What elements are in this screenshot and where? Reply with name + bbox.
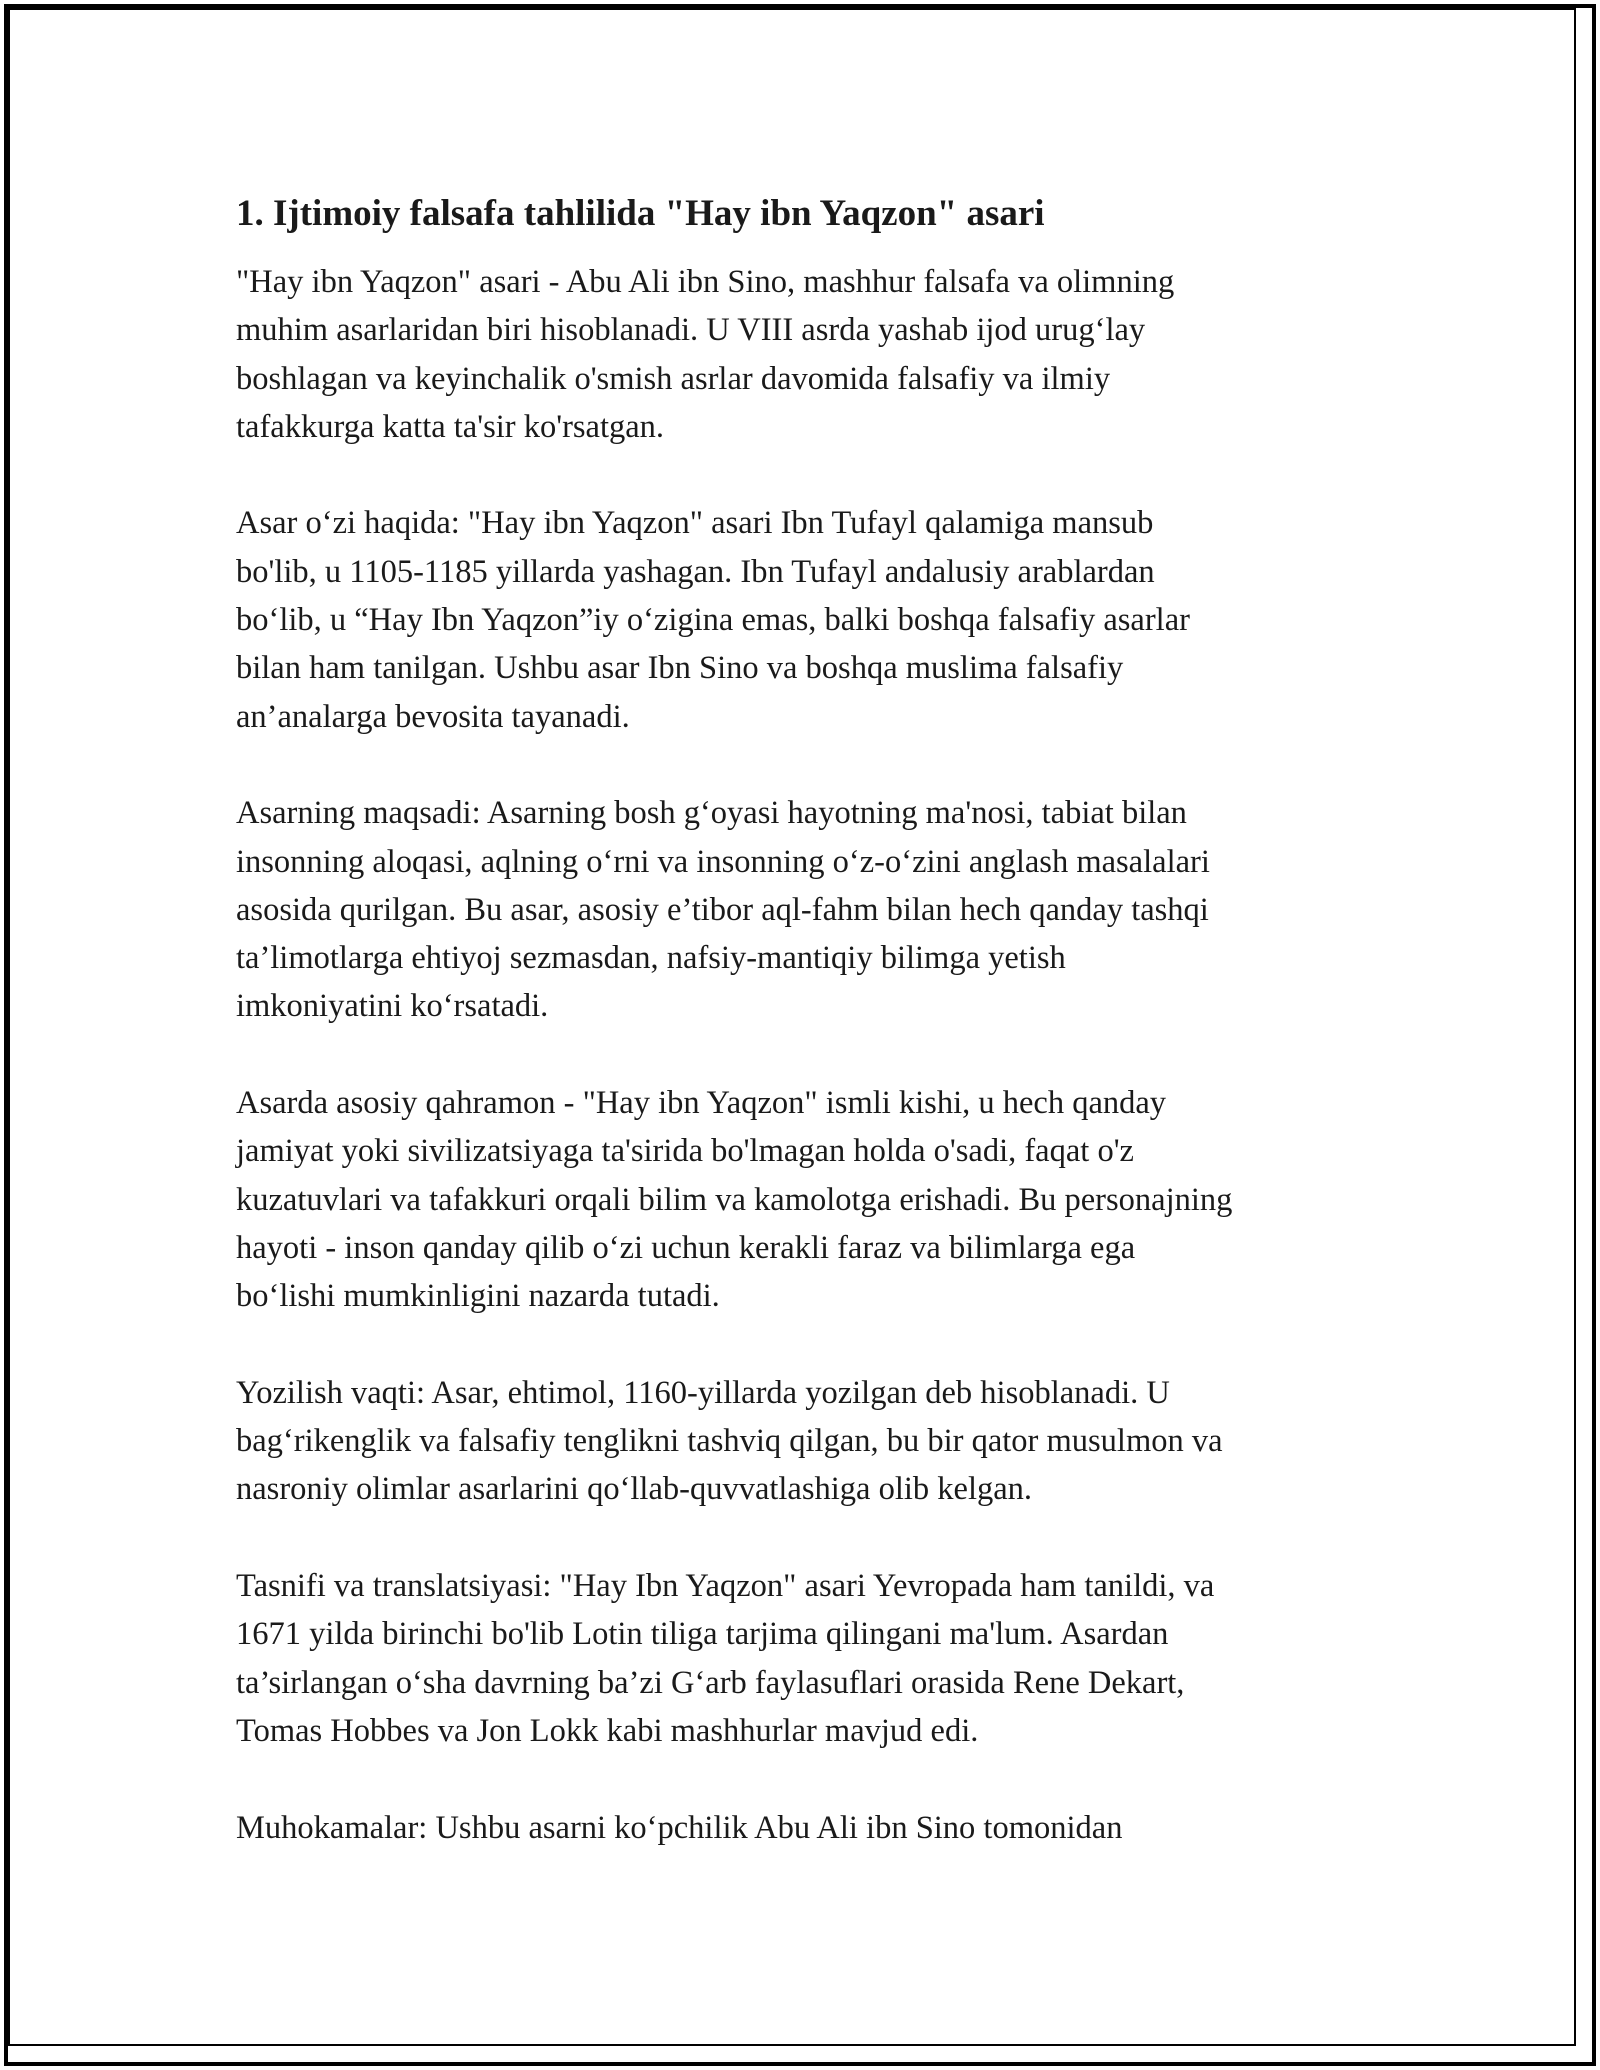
paragraph-line: Muhokamalar: Ushbu asarni ko‘pchilik Abu Ali ibn Sino tomonidan [236,1809,1123,1846]
paragraph-about-work [236,499,1376,740]
document-title: 1. Ijtimoiy falsafa tahlilida "Hay ibn Yaqzon" asari [236,193,1045,234]
paragraph-purpose [236,789,1376,1030]
paragraph-line: bilan ham tanilgan. Ushbu asar Ibn Sino va boshqa muslima falsafiy [236,650,1124,687]
paragraph-line: Asar o‘zi haqida: "Hay ibn Yaqzon" asari Ibn Tufayl qalamiga mansub [236,505,1154,542]
paragraph-line: kuzatuvlari va tafakkuri orqali bilim va kamolotga erishadi. Bu personajning [236,1181,1233,1218]
paragraph-line: Yozilish vaqti: Asar, ehtimol, 1160-yillarda yozilgan deb hisoblanadi. U [236,1374,1170,1411]
paragraph-line: an’analarga bevosita tayanadi. [236,698,630,735]
paragraph-protagonist [236,1079,1376,1320]
paragraph-line: nasroniy olimlar asarlarini qo‘llab-quvvatlashiga olib kelgan. [236,1471,1033,1508]
paragraph-line: imkoniyatini ko‘rsatadi. [236,988,549,1025]
paragraph-line: Asarda asosiy qahramon - "Hay ibn Yaqzon" ismli kishi, u hech qanday [236,1085,1167,1122]
paragraph-line: ta’sirlangan o‘sha davrning ba’zi G‘arb faylasuflari orasida Rene Dekart, [236,1664,1185,1701]
paragraph-line: Tomas Hobbes va Jon Lokk kabi mashhurlar mavjud edi. [236,1712,979,1749]
paragraph-translation [236,1562,1376,1755]
paragraph-line: boshlagan va keyinchalik o'smish asrlar davomida falsafiy va ilmiy [236,360,1111,397]
paragraph-line: tafakkurga katta ta'sir ko'rsatgan. [236,408,665,445]
paragraph-line: insonning aloqasi, aqlning o‘rni va insonning o‘z-o‘zini anglash masalalari [236,843,1210,880]
paragraph-line: 1671 yilda birinchi bo'lib Lotin tiliga tarjima qilingani ma'lum. Asardan [236,1616,1169,1653]
paragraph-line: ta’limotlarga ehtiyoj sezmasdan, nafsiy-mantiqiy bilimga yetish [236,940,1066,977]
paragraph-line: Tasnifi va translatsiyasi: "Hay Ibn Yaqzon" asari Yevropada ham tanildi, va [236,1568,1215,1605]
paragraph-line: asosida qurilgan. Bu asar, asosiy e’tibor aql-fahm bilan hech qanday tashqi [236,891,1209,928]
paragraph-line: bag‘rikenglik va falsafiy tenglikni tashviq qilgan, bu bir qator musulmon va [236,1423,1223,1460]
document-page [236,186,1376,1900]
paragraph-line: bo‘lib, u “Hay Ibn Yaqzon”iy o‘zigina emas, balki boshqa falsafiy asarlar [236,602,1190,639]
paragraph-line: muhim asarlaridan biri hisoblanadi. U VIII asrda yashab ijod urug‘lay [236,312,1146,349]
paragraph-line: "Hay ibn Yaqzon" asari - Abu Ali ibn Sino, mashhur falsafa va olimning [236,264,1175,300]
paragraph-line: Asarning maqsadi: Asarning bosh g‘oyasi hayotning ma'nosi, tabiat bilan [236,795,1187,832]
paragraph-line: bo‘lishi mumkinligini nazarda tutadi. [236,1278,720,1315]
paragraph-line: hayoti - inson qanday qilib o‘zi uchun kerakli faraz va bilimlarga ega [236,1229,1136,1266]
paragraph-writing-time [236,1369,1376,1514]
paragraph-discussions [236,1804,1376,1852]
paragraph-line: jamiyat yoki sivilizatsiyaga ta'sirida bo'lmagan holda o'sadi, faqat o'z [236,1133,1134,1170]
paragraph-line: bo'lib, u 1105-1185 yillarda yashagan. Ibn Tufayl andalusiy arablardan [236,553,1155,590]
paragraph-intro [236,258,1376,451]
